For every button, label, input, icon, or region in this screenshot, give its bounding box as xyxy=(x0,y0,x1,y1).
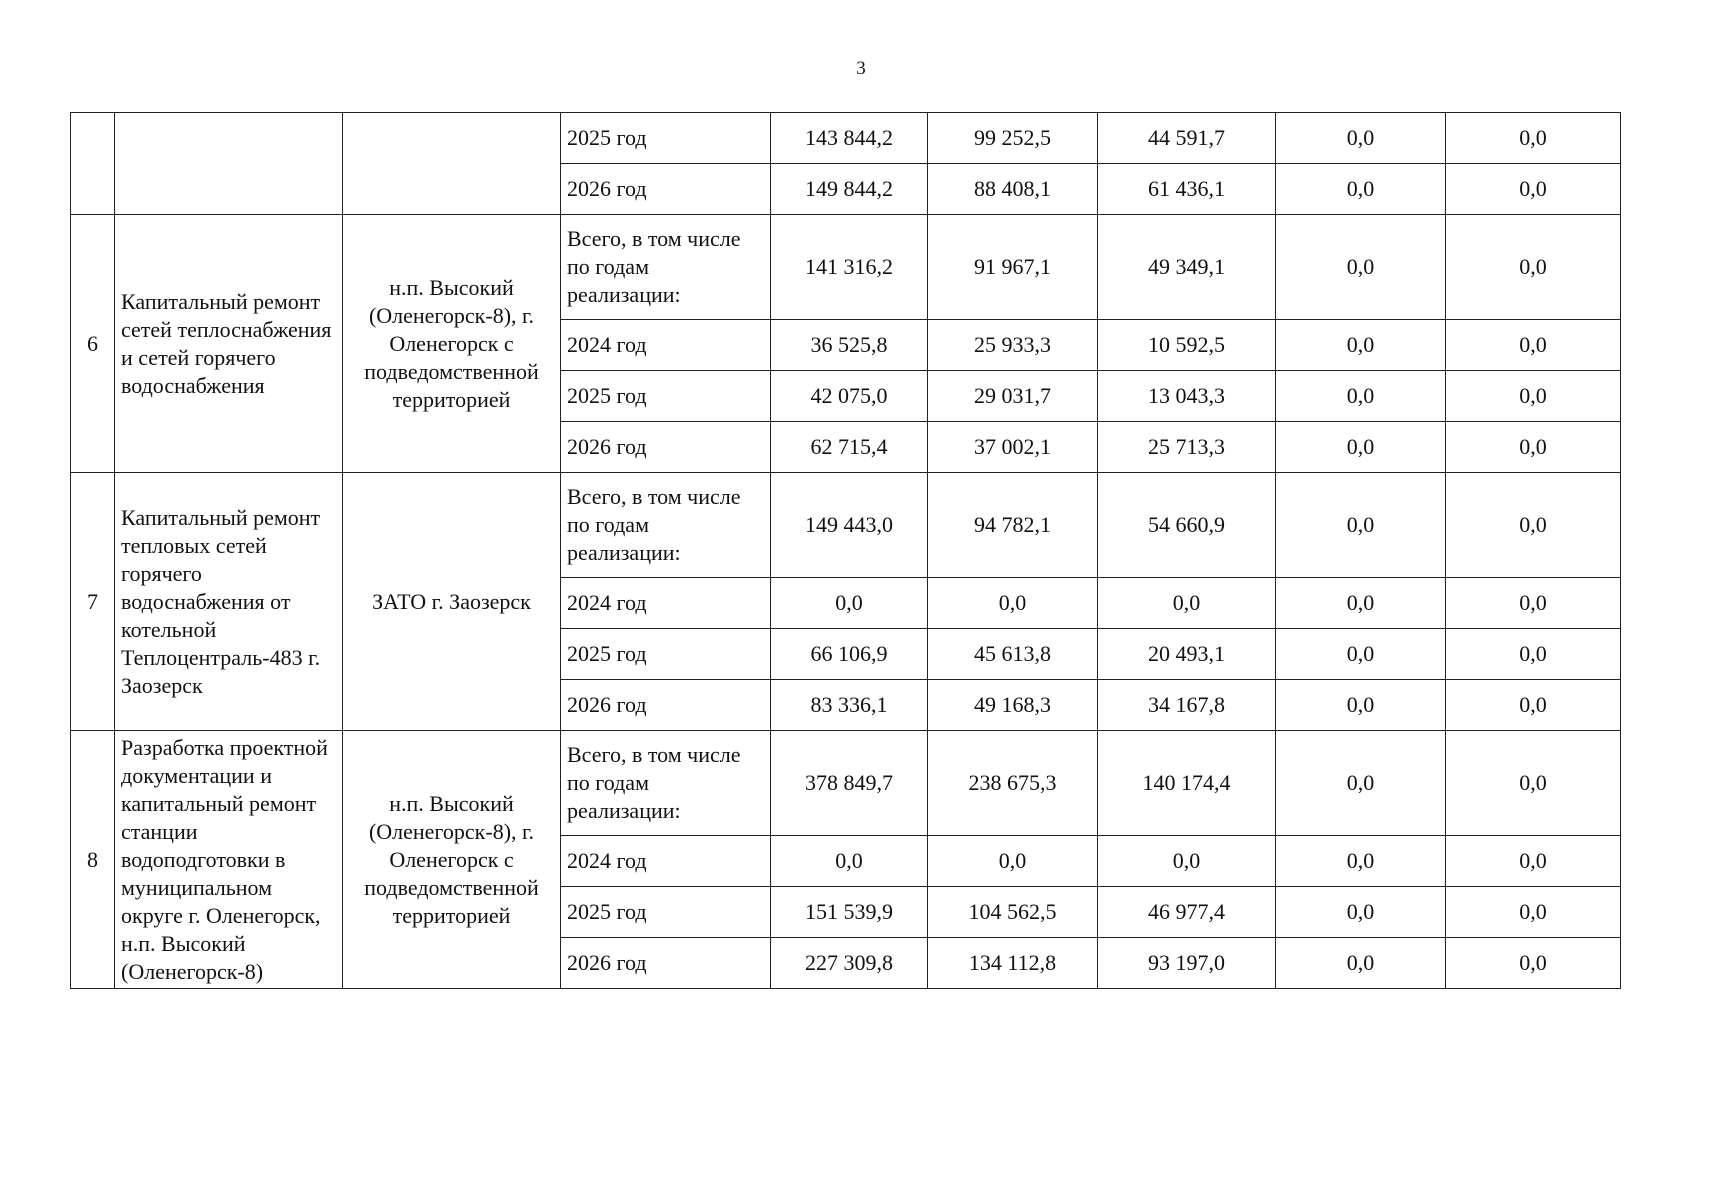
item-name: Капитальный ремонт тепловых сетей горячего водоснабжения от котельной Теплоцентраль-483 г. Заозерск xyxy=(115,473,343,731)
local-value: 0,0 xyxy=(1276,938,1446,989)
total-value: 378 849,7 xyxy=(771,731,928,836)
federal-value: 45 613,8 xyxy=(928,629,1098,680)
local-value: 0,0 xyxy=(1276,731,1446,836)
local-value: 0,0 xyxy=(1276,164,1446,215)
table-row xyxy=(71,473,1621,578)
period-label: 2024 год xyxy=(561,836,771,887)
local-value: 0,0 xyxy=(1276,320,1446,371)
period-label: 2025 год xyxy=(561,629,771,680)
total-value: 62 715,4 xyxy=(771,422,928,473)
local-value: 0,0 xyxy=(1276,371,1446,422)
period-label: 2024 год xyxy=(561,320,771,371)
regional-value: 46 977,4 xyxy=(1098,887,1276,938)
page-number: 3 xyxy=(856,58,866,79)
period-label: 2026 год xyxy=(561,422,771,473)
period-label: Всего, в том числе по годам реализации: xyxy=(561,473,771,578)
item-name: Капитальный ремонт сетей теплоснабжения и сетей горячего водоснабжения xyxy=(115,215,343,473)
federal-value: 238 675,3 xyxy=(928,731,1098,836)
local-value: 0,0 xyxy=(1276,473,1446,578)
total-value: 143 844,2 xyxy=(771,113,928,164)
period-label: Всего, в том числе по годам реализации: xyxy=(561,215,771,320)
extra-value: 0,0 xyxy=(1446,731,1621,836)
item-number: 7 xyxy=(71,473,115,731)
regional-value: 49 349,1 xyxy=(1098,215,1276,320)
regional-value: 13 043,3 xyxy=(1098,371,1276,422)
extra-value: 0,0 xyxy=(1446,938,1621,989)
federal-value: 134 112,8 xyxy=(928,938,1098,989)
total-value: 227 309,8 xyxy=(771,938,928,989)
extra-value: 0,0 xyxy=(1446,215,1621,320)
extra-value: 0,0 xyxy=(1446,473,1621,578)
federal-value: 25 933,3 xyxy=(928,320,1098,371)
federal-value: 0,0 xyxy=(928,578,1098,629)
local-value: 0,0 xyxy=(1276,578,1446,629)
federal-value: 37 002,1 xyxy=(928,422,1098,473)
extra-value: 0,0 xyxy=(1446,422,1621,473)
period-label: 2025 год xyxy=(561,887,771,938)
item-location xyxy=(343,113,561,215)
item-name: Разработка проектной документации и капитальный ремонт станции водоподготовки в муниципальном округе г. Оленегорск, н.п. Высокий (Оленегорск-8) xyxy=(115,731,343,989)
total-value: 83 336,1 xyxy=(771,680,928,731)
total-value: 66 106,9 xyxy=(771,629,928,680)
total-value: 0,0 xyxy=(771,836,928,887)
total-value: 141 316,2 xyxy=(771,215,928,320)
local-value: 0,0 xyxy=(1276,629,1446,680)
extra-value: 0,0 xyxy=(1446,113,1621,164)
federal-value: 49 168,3 xyxy=(928,680,1098,731)
extra-value: 0,0 xyxy=(1446,371,1621,422)
regional-value: 0,0 xyxy=(1098,578,1276,629)
extra-value: 0,0 xyxy=(1446,887,1621,938)
federal-value: 88 408,1 xyxy=(928,164,1098,215)
table-row xyxy=(71,215,1621,320)
local-value: 0,0 xyxy=(1276,215,1446,320)
extra-value: 0,0 xyxy=(1446,164,1621,215)
regional-value: 140 174,4 xyxy=(1098,731,1276,836)
extra-value: 0,0 xyxy=(1446,836,1621,887)
period-label: 2026 год xyxy=(561,164,771,215)
item-number xyxy=(71,113,115,215)
period-label: Всего, в том числе по годам реализации: xyxy=(561,731,771,836)
item-number: 6 xyxy=(71,215,115,473)
item-location: н.п. Высокий (Оленегорск-8), г. Оленегорск с подведомственной территорией xyxy=(343,731,561,989)
total-value: 36 525,8 xyxy=(771,320,928,371)
item-location: ЗАТО г. Заозерск xyxy=(343,473,561,731)
extra-value: 0,0 xyxy=(1446,578,1621,629)
regional-value: 44 591,7 xyxy=(1098,113,1276,164)
federal-value: 0,0 xyxy=(928,836,1098,887)
federal-value: 104 562,5 xyxy=(928,887,1098,938)
total-value: 151 539,9 xyxy=(771,887,928,938)
total-value: 149 844,2 xyxy=(771,164,928,215)
extra-value: 0,0 xyxy=(1446,680,1621,731)
regional-value: 54 660,9 xyxy=(1098,473,1276,578)
period-label: 2026 год xyxy=(561,680,771,731)
regional-value: 25 713,3 xyxy=(1098,422,1276,473)
local-value: 0,0 xyxy=(1276,887,1446,938)
item-location: н.п. Высокий (Оленегорск-8), г. Оленегорск с подведомственной территорией xyxy=(343,215,561,473)
item-number: 8 xyxy=(71,731,115,989)
period-label: 2026 год xyxy=(561,938,771,989)
period-label: 2025 год xyxy=(561,113,771,164)
total-value: 42 075,0 xyxy=(771,371,928,422)
local-value: 0,0 xyxy=(1276,836,1446,887)
table-row xyxy=(71,113,1621,164)
total-value: 149 443,0 xyxy=(771,473,928,578)
federal-value: 99 252,5 xyxy=(928,113,1098,164)
local-value: 0,0 xyxy=(1276,422,1446,473)
total-value: 0,0 xyxy=(771,578,928,629)
item-name xyxy=(115,113,343,215)
extra-value: 0,0 xyxy=(1446,320,1621,371)
funding-table xyxy=(70,112,1621,989)
federal-value: 91 967,1 xyxy=(928,215,1098,320)
regional-value: 10 592,5 xyxy=(1098,320,1276,371)
regional-value: 20 493,1 xyxy=(1098,629,1276,680)
local-value: 0,0 xyxy=(1276,680,1446,731)
regional-value: 61 436,1 xyxy=(1098,164,1276,215)
federal-value: 94 782,1 xyxy=(928,473,1098,578)
regional-value: 93 197,0 xyxy=(1098,938,1276,989)
regional-value: 0,0 xyxy=(1098,836,1276,887)
period-label: 2025 год xyxy=(561,371,771,422)
regional-value: 34 167,8 xyxy=(1098,680,1276,731)
period-label: 2024 год xyxy=(561,578,771,629)
federal-value: 29 031,7 xyxy=(928,371,1098,422)
extra-value: 0,0 xyxy=(1446,629,1621,680)
table-row xyxy=(71,731,1621,836)
local-value: 0,0 xyxy=(1276,113,1446,164)
